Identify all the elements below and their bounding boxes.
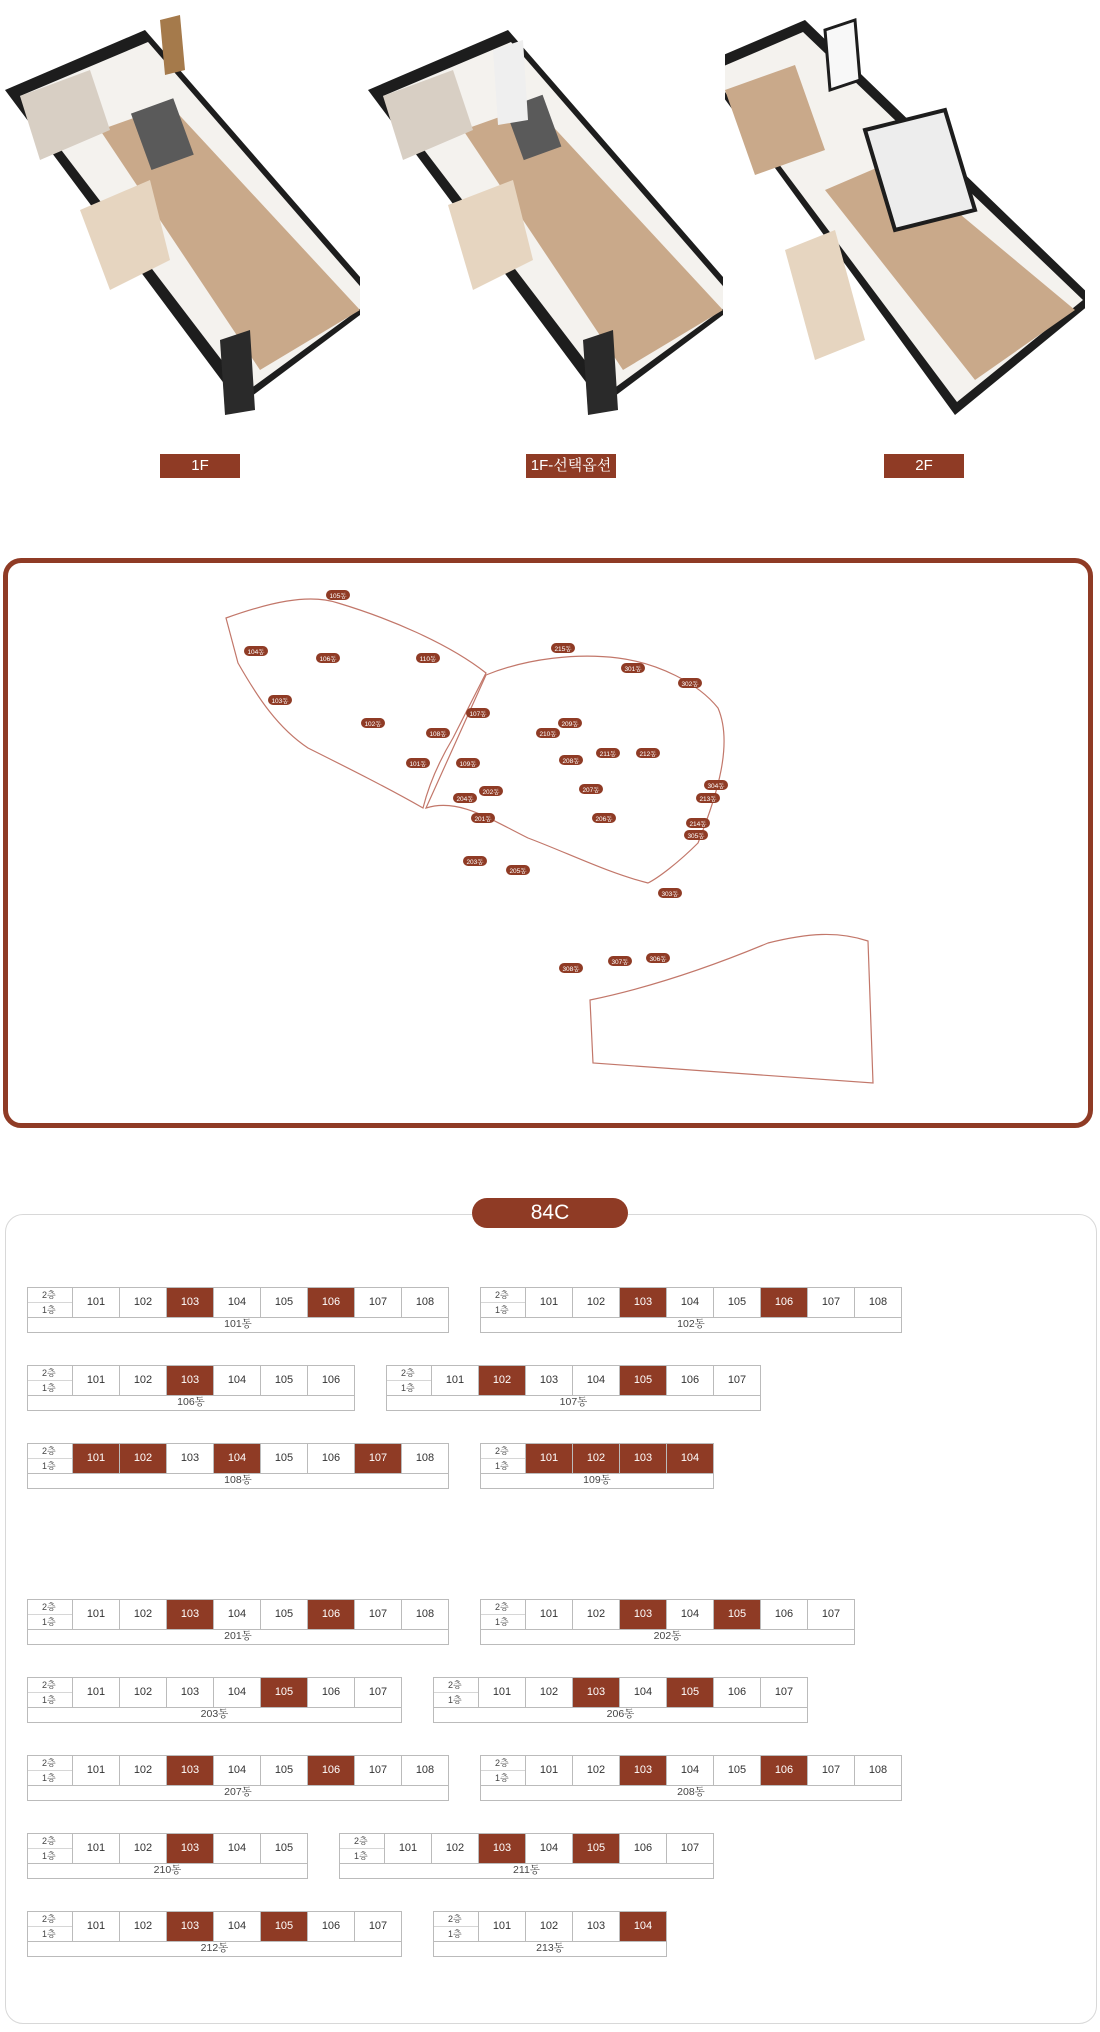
unit-cell: 105 — [261, 1911, 308, 1942]
unit-cell: 103 — [167, 1677, 214, 1708]
unit-cell: 107 — [355, 1599, 402, 1630]
svg-text:202동: 202동 — [482, 789, 500, 796]
building-name: 108동 — [27, 1474, 449, 1489]
building-table — [386, 1365, 761, 1411]
site-building-badge — [684, 830, 708, 840]
unit-cell: 108 — [855, 1287, 902, 1318]
svg-text:215동: 215동 — [554, 646, 572, 653]
svg-text:214동: 214동 — [689, 821, 707, 828]
floor-label: 2층 — [28, 1366, 72, 1381]
unit-cell: 105 — [573, 1833, 620, 1864]
site-building-badge — [636, 748, 660, 758]
svg-text:106동: 106동 — [319, 656, 337, 663]
unit-cell: 105 — [714, 1755, 761, 1786]
floor-labels — [27, 1833, 73, 1864]
site-map — [3, 558, 1093, 1128]
site-building-badge — [244, 646, 268, 656]
svg-text:209동: 209동 — [561, 721, 579, 728]
floor-plan-1f — [0, 10, 360, 420]
site-building-badge — [646, 953, 670, 963]
svg-text:301동: 301동 — [624, 666, 642, 673]
unit-cell: 103 — [167, 1833, 214, 1864]
floor-labels — [386, 1365, 432, 1396]
building-table — [480, 1443, 714, 1489]
unit-cell: 106 — [761, 1599, 808, 1630]
unit-cell: 103 — [620, 1755, 667, 1786]
unit-cell: 105 — [667, 1677, 714, 1708]
svg-text:107동: 107동 — [469, 711, 487, 718]
floor-label: 2층 — [340, 1834, 384, 1849]
floor-label: 1층 — [401, 1383, 415, 1393]
unit-cell: 105 — [261, 1443, 308, 1474]
unit-cell: 101 — [479, 1677, 526, 1708]
site-building-badge — [608, 956, 632, 966]
unit-cell: 107 — [808, 1599, 855, 1630]
unit-cell: 105 — [620, 1365, 667, 1396]
site-building-badge — [479, 786, 503, 796]
site-building-badge — [621, 663, 645, 673]
site-building-badge — [416, 653, 440, 663]
plan-label-1f: 1F — [160, 454, 240, 478]
unit-row — [27, 1911, 402, 1942]
site-building-badge — [326, 590, 350, 600]
unit-cell: 102 — [120, 1755, 167, 1786]
unit-row — [27, 1365, 355, 1396]
unit-cell: 103 — [479, 1833, 526, 1864]
floor-label: 1층 — [448, 1695, 462, 1705]
floor-label: 2층 — [434, 1678, 478, 1693]
unit-cell: 101 — [526, 1443, 573, 1474]
svg-text:305동: 305동 — [687, 833, 705, 840]
floor-label: 2층 — [481, 1756, 525, 1771]
site-building-badge — [704, 780, 728, 790]
floor-label: 1층 — [42, 1461, 56, 1471]
plan-label-1f-option: 1F-선택옵션 — [526, 454, 616, 478]
building-table — [27, 1443, 449, 1489]
svg-text:103동: 103동 — [271, 698, 289, 705]
site-building-badge — [456, 758, 480, 768]
unit-cell: 102 — [120, 1443, 167, 1474]
svg-text:105동: 105동 — [329, 593, 347, 600]
building-name: 207동 — [27, 1786, 449, 1801]
floor-label: 1층 — [448, 1929, 462, 1939]
floor-labels — [433, 1677, 479, 1708]
unit-cell: 107 — [714, 1365, 761, 1396]
unit-cell: 105 — [261, 1677, 308, 1708]
unit-cell: 104 — [214, 1443, 261, 1474]
building-table — [433, 1911, 667, 1957]
floor-plan-2f — [725, 10, 1085, 420]
building-name: 210동 — [27, 1864, 308, 1879]
site-building-badge — [316, 653, 340, 663]
floor-label: 2층 — [28, 1678, 72, 1693]
unit-row — [480, 1287, 902, 1318]
unit-row — [27, 1755, 449, 1786]
floor-label: 2층 — [28, 1912, 72, 1927]
unit-cell: 104 — [214, 1755, 261, 1786]
svg-text:109동: 109동 — [459, 761, 477, 768]
unit-cell: 106 — [761, 1755, 808, 1786]
building-name: 201동 — [27, 1630, 449, 1645]
unit-cell: 104 — [214, 1677, 261, 1708]
unit-cell: 101 — [73, 1365, 120, 1396]
unit-cell: 101 — [385, 1833, 432, 1864]
unit-cell: 103 — [526, 1365, 573, 1396]
svg-text:302동: 302동 — [681, 681, 699, 688]
svg-text:306동: 306동 — [649, 956, 667, 963]
site-building-badge — [551, 643, 575, 653]
svg-text:204동: 204동 — [456, 796, 474, 803]
floor-label: 1층 — [42, 1851, 56, 1861]
floor-labels — [27, 1443, 73, 1474]
unit-cell: 106 — [308, 1365, 355, 1396]
site-building-badge — [558, 718, 582, 728]
unit-cell: 104 — [620, 1911, 667, 1942]
building-name: 208동 — [480, 1786, 902, 1801]
unit-row — [27, 1677, 402, 1708]
unit-row — [339, 1833, 714, 1864]
unit-cell: 106 — [308, 1911, 355, 1942]
unit-cell: 102 — [120, 1911, 167, 1942]
floor-label: 1층 — [42, 1773, 56, 1783]
floor-label: 2층 — [481, 1288, 525, 1303]
unit-cell: 107 — [355, 1755, 402, 1786]
unit-cell: 103 — [167, 1365, 214, 1396]
floor-label: 1층 — [495, 1461, 509, 1471]
unit-cell: 102 — [120, 1677, 167, 1708]
unit-cell: 106 — [308, 1599, 355, 1630]
unit-cell: 107 — [761, 1677, 808, 1708]
floor-label: 2층 — [28, 1288, 72, 1303]
svg-text:203동: 203동 — [466, 859, 484, 866]
svg-text:213동: 213동 — [699, 796, 717, 803]
unit-cell: 102 — [120, 1365, 167, 1396]
building-name: 109동 — [480, 1474, 714, 1489]
svg-text:212동: 212동 — [639, 751, 657, 758]
floor-label: 2층 — [28, 1444, 72, 1459]
svg-text:307동: 307동 — [611, 959, 629, 966]
svg-text:308동: 308동 — [562, 966, 580, 973]
svg-text:101동: 101동 — [409, 761, 427, 768]
svg-text:110동: 110동 — [419, 656, 437, 663]
building-name: 106동 — [27, 1396, 355, 1411]
floor-label: 1층 — [354, 1851, 368, 1861]
unit-cell: 104 — [214, 1911, 261, 1942]
site-building-badge — [361, 718, 385, 728]
svg-text:210동: 210동 — [539, 731, 557, 738]
unit-cell: 103 — [620, 1599, 667, 1630]
unit-row — [386, 1365, 761, 1396]
unit-cell: 104 — [526, 1833, 573, 1864]
building-table — [480, 1599, 855, 1645]
site-building-badge — [466, 708, 490, 718]
site-building-badge — [658, 888, 682, 898]
unit-cell: 103 — [167, 1287, 214, 1318]
floor-label: 1층 — [495, 1773, 509, 1783]
unit-cell: 107 — [355, 1287, 402, 1318]
unit-row — [480, 1599, 855, 1630]
unit-cell: 104 — [573, 1365, 620, 1396]
building-table — [27, 1365, 355, 1411]
unit-cell: 104 — [667, 1599, 714, 1630]
site-building-badge — [592, 813, 616, 823]
floor-labels — [339, 1833, 385, 1864]
unit-cell: 106 — [714, 1677, 761, 1708]
unit-cell: 101 — [73, 1911, 120, 1942]
unit-cell: 101 — [526, 1599, 573, 1630]
site-building-badge — [406, 758, 430, 768]
svg-text:201동: 201동 — [474, 816, 492, 823]
floor-labels — [480, 1287, 526, 1318]
building-table — [27, 1677, 402, 1723]
type-title: 84C — [472, 1198, 628, 1228]
unit-cell: 102 — [120, 1833, 167, 1864]
site-map-drawing — [8, 563, 1088, 1123]
floor-label: 1층 — [42, 1383, 56, 1393]
building-table — [433, 1677, 808, 1723]
floor-labels — [27, 1911, 73, 1942]
unit-cell: 101 — [526, 1755, 573, 1786]
building-name: 102동 — [480, 1318, 902, 1333]
site-building-badge — [506, 865, 530, 875]
plan-label-2f: 2F — [884, 454, 964, 478]
building-name: 211동 — [339, 1864, 714, 1879]
unit-cell: 105 — [261, 1833, 308, 1864]
unit-cell: 104 — [620, 1677, 667, 1708]
unit-cell: 107 — [808, 1287, 855, 1318]
site-building-badge — [579, 784, 603, 794]
svg-text:108동: 108동 — [429, 731, 447, 738]
site-building-badge — [268, 695, 292, 705]
floor-labels — [480, 1599, 526, 1630]
unit-row — [27, 1599, 449, 1630]
svg-text:208동: 208동 — [562, 758, 580, 765]
unit-cell: 103 — [167, 1599, 214, 1630]
floor-labels — [480, 1755, 526, 1786]
svg-text:205동: 205동 — [509, 868, 527, 875]
floor-label: 1층 — [42, 1617, 56, 1627]
unit-cell: 101 — [479, 1911, 526, 1942]
unit-row — [27, 1833, 308, 1864]
unit-cell: 105 — [714, 1599, 761, 1630]
floor-label: 2층 — [434, 1912, 478, 1927]
site-building-badge — [463, 856, 487, 866]
building-table — [339, 1833, 714, 1879]
unit-cell: 104 — [667, 1755, 714, 1786]
unit-cell: 103 — [167, 1911, 214, 1942]
building-name: 202동 — [480, 1630, 855, 1645]
site-building-badge — [536, 728, 560, 738]
unit-row — [27, 1443, 449, 1474]
unit-cell: 104 — [214, 1365, 261, 1396]
unit-cell: 103 — [620, 1443, 667, 1474]
unit-cell: 107 — [808, 1755, 855, 1786]
unit-cell: 101 — [432, 1365, 479, 1396]
unit-cell: 106 — [308, 1755, 355, 1786]
unit-row — [480, 1755, 902, 1786]
unit-cell: 101 — [73, 1599, 120, 1630]
svg-text:304동: 304동 — [707, 783, 725, 790]
svg-text:102동: 102동 — [364, 721, 382, 728]
unit-cell: 101 — [526, 1287, 573, 1318]
unit-cell: 108 — [402, 1443, 449, 1474]
floor-plan-1f-option — [363, 10, 723, 420]
floor-label: 2층 — [28, 1756, 72, 1771]
unit-cell: 104 — [214, 1287, 261, 1318]
building-name: 206동 — [433, 1708, 808, 1723]
building-table — [27, 1287, 449, 1333]
building-table — [27, 1833, 308, 1879]
floor-label: 1층 — [495, 1305, 509, 1315]
unit-cell: 107 — [667, 1833, 714, 1864]
unit-cell: 106 — [620, 1833, 667, 1864]
unit-cell: 101 — [73, 1287, 120, 1318]
unit-cell: 102 — [573, 1287, 620, 1318]
svg-text:207동: 207동 — [582, 787, 600, 794]
site-building-badge — [559, 963, 583, 973]
unit-cell: 107 — [355, 1911, 402, 1942]
floor-label: 2층 — [481, 1444, 525, 1459]
unit-row — [433, 1677, 808, 1708]
floor-label: 1층 — [42, 1305, 56, 1315]
unit-cell: 102 — [573, 1443, 620, 1474]
unit-cell: 101 — [73, 1755, 120, 1786]
site-building-badge — [686, 818, 710, 828]
unit-cell: 107 — [355, 1677, 402, 1708]
unit-cell: 106 — [308, 1677, 355, 1708]
site-building-badge — [559, 755, 583, 765]
unit-cell: 101 — [73, 1677, 120, 1708]
unit-cell: 106 — [308, 1287, 355, 1318]
site-building-badge — [596, 748, 620, 758]
svg-text:104동: 104동 — [247, 649, 265, 656]
svg-text:303동: 303동 — [661, 891, 679, 898]
unit-cell: 103 — [620, 1287, 667, 1318]
unit-cell: 102 — [526, 1677, 573, 1708]
unit-cell: 105 — [261, 1365, 308, 1396]
unit-cell: 106 — [761, 1287, 808, 1318]
site-building-badge — [453, 793, 477, 803]
site-building-badge — [471, 813, 495, 823]
unit-cell: 106 — [667, 1365, 714, 1396]
unit-cell: 102 — [120, 1287, 167, 1318]
floor-label: 2층 — [28, 1600, 72, 1615]
unit-cell: 102 — [573, 1755, 620, 1786]
unit-cell: 104 — [214, 1599, 261, 1630]
unit-cell: 105 — [261, 1287, 308, 1318]
unit-row — [480, 1443, 714, 1474]
unit-cell: 101 — [73, 1833, 120, 1864]
unit-cell: 103 — [573, 1677, 620, 1708]
floor-label: 2층 — [28, 1834, 72, 1849]
floor-label: 1층 — [495, 1617, 509, 1627]
unit-cell: 105 — [714, 1287, 761, 1318]
site-building-badge — [426, 728, 450, 738]
floor-labels — [27, 1365, 73, 1396]
unit-cell: 105 — [261, 1755, 308, 1786]
floor-labels — [27, 1599, 73, 1630]
site-building-badge — [696, 793, 720, 803]
building-name: 101동 — [27, 1318, 449, 1333]
building-name: 107동 — [386, 1396, 761, 1411]
floor-label: 2층 — [481, 1600, 525, 1615]
unit-cell: 102 — [432, 1833, 479, 1864]
unit-cell: 108 — [855, 1755, 902, 1786]
building-table — [27, 1911, 402, 1957]
unit-cell: 103 — [573, 1911, 620, 1942]
unit-cell: 103 — [167, 1443, 214, 1474]
floor-labels — [27, 1677, 73, 1708]
unit-cell: 104 — [214, 1833, 261, 1864]
unit-cell: 108 — [402, 1287, 449, 1318]
building-name: 203동 — [27, 1708, 402, 1723]
floor-labels — [27, 1755, 73, 1786]
unit-cell: 107 — [355, 1443, 402, 1474]
unit-cell: 102 — [120, 1599, 167, 1630]
building-table — [480, 1755, 902, 1801]
floor-labels — [480, 1443, 526, 1474]
unit-cell: 105 — [261, 1599, 308, 1630]
unit-cell: 102 — [573, 1599, 620, 1630]
floor-label: 2층 — [387, 1366, 431, 1381]
floor-labels — [433, 1911, 479, 1942]
building-name: 213동 — [433, 1942, 667, 1957]
unit-cell: 103 — [167, 1755, 214, 1786]
unit-cell: 102 — [479, 1365, 526, 1396]
floor-label: 1층 — [42, 1929, 56, 1939]
building-table — [480, 1287, 902, 1333]
unit-cell: 102 — [526, 1911, 573, 1942]
svg-text:211동: 211동 — [599, 751, 617, 758]
building-table — [27, 1599, 449, 1645]
svg-text:206동: 206동 — [595, 816, 613, 823]
site-building-badge — [678, 678, 702, 688]
unit-cell: 101 — [73, 1443, 120, 1474]
unit-cell: 104 — [667, 1443, 714, 1474]
floor-labels — [27, 1287, 73, 1318]
unit-cell: 108 — [402, 1755, 449, 1786]
unit-cell: 104 — [667, 1287, 714, 1318]
unit-cell: 108 — [402, 1599, 449, 1630]
floor-label: 1층 — [42, 1695, 56, 1705]
unit-row — [27, 1287, 449, 1318]
unit-row — [433, 1911, 667, 1942]
unit-cell: 106 — [308, 1443, 355, 1474]
building-name: 212동 — [27, 1942, 402, 1957]
building-table — [27, 1755, 449, 1801]
